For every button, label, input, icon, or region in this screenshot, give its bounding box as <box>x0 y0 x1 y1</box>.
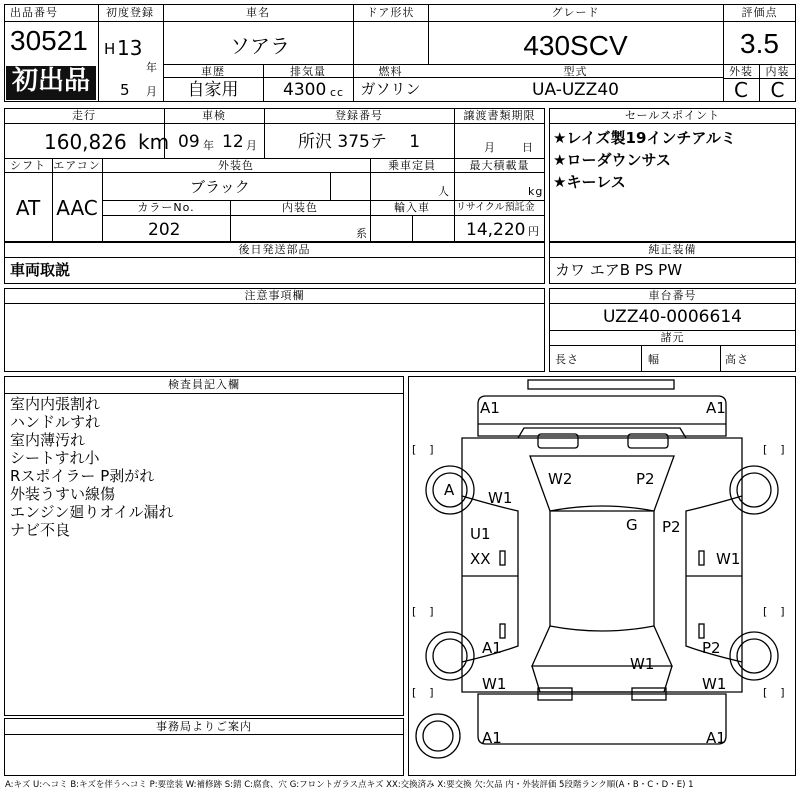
color-no-value: 202 <box>148 220 181 240</box>
capacity-label: 乗車定員 <box>388 159 436 172</box>
mark-rear-right-w1: W1 <box>702 675 727 693</box>
sales-point-item: ★レイズ製19インチアルミ <box>553 129 736 147</box>
equipment-value: カワ エアB PS PW <box>555 261 683 279</box>
legend-text: A:キズ U:ヘコミ B:キズを伴うヘコミ P:要塗装 W:補修跡 S:錆 C:腐食、穴 G:フロントガラス点キズ XX:交換済み X:要交換 欠:欠品 内・外装評価 5段階ランク順(A・B・C・D・E) 1 <box>5 780 694 790</box>
lot-label: 出品番号 <box>10 6 58 19</box>
later-parts-value: 車両取説 <box>10 261 71 279</box>
aircon-label: エアコン <box>53 159 101 172</box>
mark-rear-left-w1: W1 <box>482 675 507 693</box>
inspector-line: シートすれ小 <box>10 449 100 467</box>
shift-label: シフト <box>10 159 46 172</box>
height-label: 高さ <box>725 353 749 366</box>
history-label: 車歴 <box>201 65 225 78</box>
fuel-value: ガソリン <box>360 80 421 98</box>
exterior-label: 外装 <box>729 65 753 78</box>
mark-door-u1: U1 <box>470 525 491 543</box>
mark-front-right: A1 <box>706 399 726 417</box>
model-label: 型式 <box>563 65 588 78</box>
notes-label: 注意事項欄 <box>244 289 305 302</box>
inspector-line: ハンドルすれ <box>10 413 101 431</box>
exterior-grade: C <box>734 78 748 102</box>
aircon-value: AAC <box>56 196 98 220</box>
score-label: 評価点 <box>741 6 778 19</box>
plate-label: 登録番号 <box>335 109 383 122</box>
mark-bonnet-right: P2 <box>636 470 655 488</box>
displacement-label: 排気量 <box>290 65 326 78</box>
mark-front-left: A1 <box>480 399 500 417</box>
mark-bottom-right: A1 <box>706 729 726 747</box>
car-name-label: 車名 <box>246 6 270 19</box>
bracket-marker: [ ] <box>763 443 786 456</box>
interior-label: 内装 <box>765 65 790 78</box>
mark-door-right-w1: W1 <box>716 550 741 568</box>
bracket-marker: [ ] <box>763 686 786 699</box>
recycle-value: 14,220 <box>466 220 526 240</box>
mark-roof-g: G <box>626 516 638 534</box>
grade: 430SCV <box>523 30 628 61</box>
shift-value: AT <box>15 196 41 220</box>
inspector-label: 検査員記入欄 <box>168 378 240 391</box>
displacement-value: 4300 <box>283 80 327 100</box>
inspection-month: 12 <box>222 132 244 152</box>
spec-panel <box>4 108 545 242</box>
recycle-label: リサイクル預託金 <box>456 202 535 213</box>
inspection-year: 09 <box>178 132 200 152</box>
first-reg-label: 初度登録 <box>106 6 154 19</box>
plate-value: 所沢 375テ 1 <box>298 132 421 152</box>
inspection-label: 車検 <box>202 109 226 122</box>
ext-color-label: 外装色 <box>218 159 254 172</box>
mileage-label: 走行 <box>72 109 96 122</box>
bracket-marker: [ ] <box>763 605 786 618</box>
chassis-label: 車台番号 <box>648 289 697 302</box>
lot-number: 30521 <box>10 25 88 56</box>
office-label: 事務局よりご案内 <box>156 720 252 733</box>
mileage-value: 160,826 <box>44 130 127 154</box>
color-no-label: カラーNo. <box>137 201 195 214</box>
length-label: 長さ <box>555 353 579 366</box>
interior-grade: C <box>770 78 785 102</box>
car-diagram <box>408 376 796 776</box>
first-reg-year: 13 <box>117 36 143 60</box>
mark-bottom-left: A1 <box>482 729 502 747</box>
ext-color-value: ブラック <box>190 178 250 196</box>
mark-rear-a1: A1 <box>482 639 502 657</box>
sales-point-item: ★ローダウンサス <box>553 151 671 169</box>
bracket-marker: [ ] <box>412 443 435 456</box>
transfer-label: 譲渡書類期限 <box>463 109 536 122</box>
inspector-line: 室内薄汚れ <box>10 431 86 449</box>
bracket-marker: [ ] <box>412 686 435 699</box>
mark-rear-p2: P2 <box>702 639 721 657</box>
sales-point-item: ★キーレス <box>553 173 626 191</box>
mark-left-front-w1: W1 <box>488 489 513 507</box>
inspector-line: 室内内張割れ <box>10 395 101 413</box>
inspector-line: 外装うすい線傷 <box>10 485 116 503</box>
history-value: 自家用 <box>187 80 239 100</box>
chassis-value: UZZ40-0006614 <box>603 307 742 327</box>
inspector-line: エンジン廻りオイル漏れ <box>10 503 174 521</box>
width-label: 幅 <box>648 353 660 366</box>
first-reg-month: 5 <box>120 81 130 99</box>
mark-bonnet-left: W2 <box>548 470 573 488</box>
equipment-label: 純正装備 <box>648 243 697 256</box>
mark-roof-p2: P2 <box>662 518 681 536</box>
door-label: ドア形状 <box>366 6 415 19</box>
score: 3.5 <box>740 28 779 59</box>
era-letter: H <box>104 40 116 58</box>
mark-trunk-w1: W1 <box>630 655 655 673</box>
sales-points-label: セールスポイント <box>624 109 720 122</box>
grade-label: グレード <box>551 6 600 19</box>
later-parts-label: 後日発送部品 <box>238 243 311 256</box>
inspector-line: ナビ不良 <box>10 521 71 539</box>
mark-door-xx: XX <box>470 550 491 568</box>
load-label: 最大積載量 <box>469 159 530 172</box>
car-name: ソアラ <box>230 34 290 58</box>
first-listing-badge: 初出品 <box>6 66 96 100</box>
bracket-marker: [ ] <box>412 605 435 618</box>
model-value: UA-UZZ40 <box>532 80 619 100</box>
dimensions-label: 諸元 <box>660 331 685 344</box>
fuel-label: 燃料 <box>378 65 403 78</box>
import-label: 輸入車 <box>394 201 430 214</box>
int-color-label: 内装色 <box>282 201 318 214</box>
mark-wheel-left-front: A <box>444 481 455 499</box>
inspector-line: Rスポイラー P剥がれ <box>10 467 155 485</box>
